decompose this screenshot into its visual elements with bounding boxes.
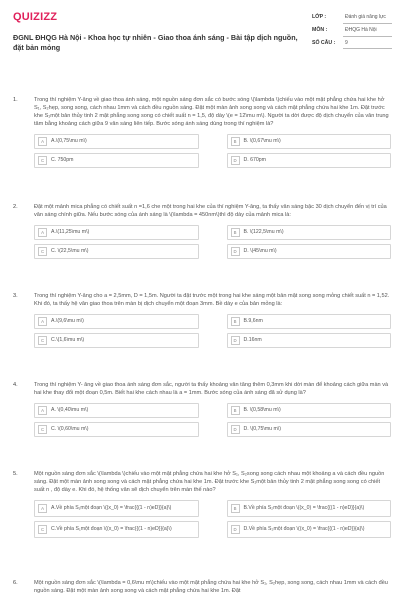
option-b[interactable]: B B. \(122,5\mu m\) xyxy=(227,225,392,240)
quizizz-logo: QUIZIZZ xyxy=(13,11,58,23)
question-number: 6. xyxy=(13,580,18,586)
option-letter-c: C xyxy=(38,425,47,434)
option-letter-c: C xyxy=(38,336,47,345)
option-b[interactable]: B B.9,6nm xyxy=(227,314,392,329)
option-letter-c: C xyxy=(38,247,47,256)
option-c[interactable]: C C. 750pm xyxy=(34,153,199,168)
question-text: Trong thí nghiệm Y- âng về giao thoa ánh sáng đơn sắc, người ta thấy khoảng vân tăng thêm 0,3mm khi dời màn để khoảng cách giữa màn và hai khe thay đổi một đoạn 0,5m. Biết hai khe cách nhau là a = 1mm. Bước sóng của ánh sáng đã sử dụng là? xyxy=(34,382,389,396)
option-letter-b: B xyxy=(231,317,240,326)
meta-subject-value: ĐHQG Hà Nội xyxy=(345,26,377,33)
question-text: Trong thí nghiệm Y-âng cho a = 2,5mm, D = 1,5m. Người ta đặt trước một trong hai khe sáng một bản mặt song song mỏng chiết suất n = 1,52. Khi đó, ta thấy hệ vân giao thoa trên màn bị dịch chuyển một đoạn 3mm. Bề dày e của bản mỏng là: xyxy=(34,293,390,307)
option-b[interactable]: B B. \(0,58\mu m\) xyxy=(227,403,392,418)
question-5 xyxy=(13,471,391,542)
answer-options xyxy=(34,403,391,437)
question-number: 4. xyxy=(13,382,18,388)
option-letter-a: A xyxy=(38,406,47,415)
meta-count-row xyxy=(312,40,392,47)
option-letter-d: D xyxy=(231,156,240,165)
option-letter-a: A xyxy=(38,137,47,146)
meta-subject-label: MÔN : xyxy=(312,26,328,33)
question-text: Đặt một mảnh mica phẳng có chiết suất n =1,6 che một trong hai khe của thí nghiệm Y-âng, ta thấy vân sáng bậc 30 dịch chuyển đến vị trí của vân sáng chính giữa. Nếu bước sóng của ánh sáng là \(\lambda = 450nm\)thì độ dày của mảnh mica là: xyxy=(34,204,387,218)
option-c[interactable]: C C.\(1,6\mu m\) xyxy=(34,333,199,348)
option-d[interactable]: D D. \(45\mu m\) xyxy=(227,244,392,259)
meta-count-label: SỐ CÂU : xyxy=(312,39,336,46)
question-text: Trong thí nghiệm Y-âng về giao thoa ánh sáng, một nguồn sáng đơn sắc có bước sóng \(\lambda \)chiếu vào một mặt phẳng chứa hai khe hở S₁, S₂hẹp, song song, cách nhau 1mm và cách đều nguồn sáng. Đặt một màn ảnh song song và cách mặt phẳng chứa hai khe 1m. Đặt trước khe S₁một bản thủy tinh 2 mặt phẳng song song có chiết suất n = 1,5, độ dày \(e = 12\mu m\). Người ta dời được độ dịch chuyển của vân trung tâm bằng khoảng cách giữa 9 vân sáng liên tiếp. Bước sóng ánh sáng dùng trong thí nghiệm là? xyxy=(34,97,389,127)
option-d[interactable]: D D.Về phía S₂một đoạn \((x_0) = \frac{{(1 - n)eD}}{a}\) xyxy=(227,521,392,538)
question-number: 2. xyxy=(13,204,18,210)
question-1 xyxy=(13,97,391,172)
option-letter-d: D xyxy=(231,336,240,345)
answer-options xyxy=(34,500,391,538)
question-number: 3. xyxy=(13,293,18,299)
option-a[interactable]: A A. \(0,40\mu m\) xyxy=(34,403,199,418)
option-letter-c: C xyxy=(38,525,47,534)
option-d[interactable]: D D.16nm xyxy=(227,333,392,348)
option-b[interactable]: B B. \(0,67\mu m\) xyxy=(227,134,392,149)
question-text: Một nguồn sáng đơn sắc \(\lambda \)chiếu vào một mặt phẳng chứa hai khe hở S₁, S₂song song cách nhau một khoảng a và cách đều nguồn sáng. Đặt một màn ảnh song song và cách mặt phẳng chứa hai khe 1m. Đặt trước khe S₁một bản thủy tinh 2 mặt phẳng song song có chiết suất n , độ dày e. Khi đó, hệ thống vân sẽ dịch chuyển trên màn thế nào? xyxy=(34,471,385,493)
option-c[interactable]: C C. \(22,5\mu m\) xyxy=(34,244,199,259)
option-letter-a: A xyxy=(38,317,47,326)
option-letter-c: C xyxy=(38,156,47,165)
question-text: Một nguồn sáng đơn sắc \(\lambda = 0,6\mu m\)chiếu vào một mặt phẳng chứa hai khe hở S₁, S₂hẹp, song song, cách nhau 1mm và cách đều nguồn sáng. Đặt một màn ảnh song song và cách mặt phẳng chứa hai khe 1m. Đặt xyxy=(34,580,388,594)
option-b[interactable]: B B.Về phía S₂một đoạn \((x_0) = \frac{{(1 - n)eD}}{a}\) xyxy=(227,500,392,517)
option-a[interactable]: A A.\(11,25\mu m\) xyxy=(34,225,199,240)
option-letter-b: B xyxy=(231,228,240,237)
meta-class-label: LỚP : xyxy=(312,14,327,20)
option-letter-a: A xyxy=(38,228,47,237)
option-c[interactable]: C C. \(0,60\mu m\) xyxy=(34,422,199,437)
page-title: ĐGNL ĐHQG Hà Nội - Khoa học tự nhiên - Giao thoa ánh sáng - Bài tập dịch nguồn, đặt bản mỏng xyxy=(13,33,298,52)
option-letter-a: A xyxy=(38,504,47,513)
option-letter-b: B xyxy=(231,137,240,146)
meta-count-value: 9 xyxy=(345,39,348,46)
question-3 xyxy=(13,293,391,352)
question-4 xyxy=(13,382,391,441)
option-letter-b: B xyxy=(231,406,240,415)
option-letter-d: D xyxy=(231,525,240,534)
option-a[interactable]: A A.\(9,6\mu m\) xyxy=(34,314,199,329)
option-letter-d: D xyxy=(231,425,240,434)
answer-options xyxy=(34,134,391,168)
question-2 xyxy=(13,204,391,263)
question-number: 5. xyxy=(13,471,18,477)
option-d[interactable]: D D. \(0,75\mu m\) xyxy=(227,422,392,437)
meta-subject-row xyxy=(312,27,392,34)
meta-class-value: Đánh giá năng lực xyxy=(345,14,386,20)
option-d[interactable]: D D. 670pm xyxy=(227,153,392,168)
question-6 xyxy=(13,580,391,596)
question-number: 1. xyxy=(13,97,18,103)
option-letter-d: D xyxy=(231,247,240,256)
option-a[interactable]: A A.\(0,75\mu m\) xyxy=(34,134,199,149)
option-letter-b: B xyxy=(231,504,240,513)
option-c[interactable]: C C.Về phía S₁một đoạn \((x_0) = \frac{{(1 - n)eD}}{a}\) xyxy=(34,521,199,538)
answer-options xyxy=(34,225,391,259)
meta-class-row xyxy=(312,14,392,21)
option-a[interactable]: A A.Về phía S₁một đoạn \((x_0) = \frac{{(1 - n)eD}}{a}\) xyxy=(34,500,199,517)
worksheet-meta xyxy=(312,14,392,52)
answer-options xyxy=(34,314,391,348)
